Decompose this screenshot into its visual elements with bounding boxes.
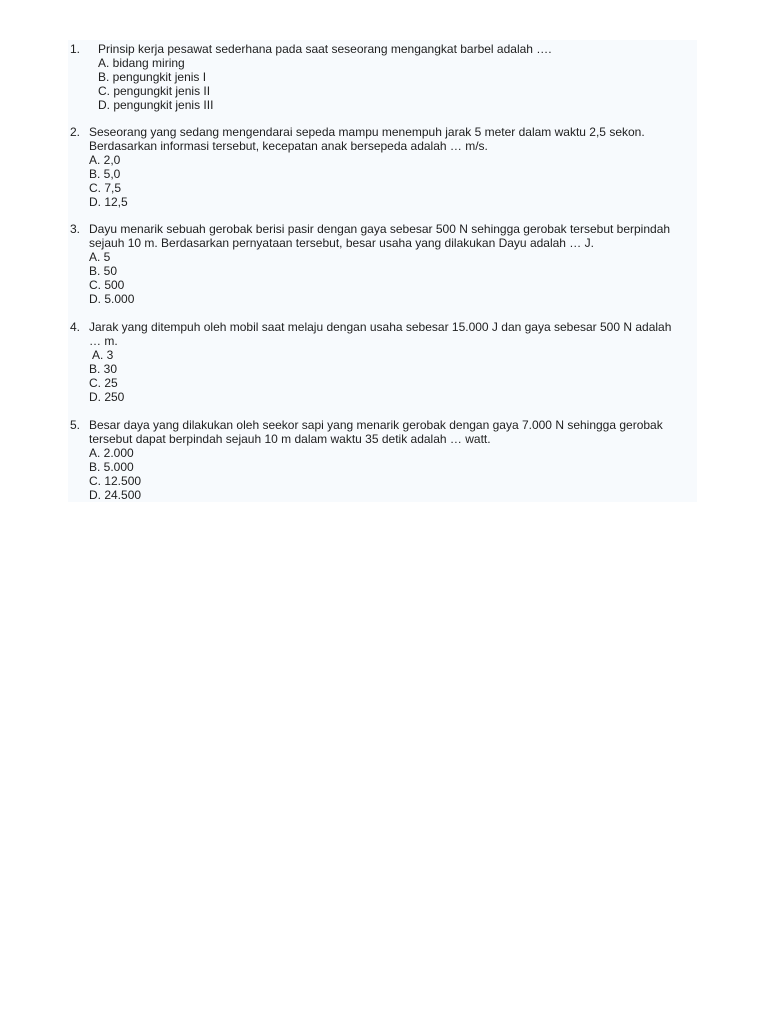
answer-option-d: D. 12,5	[89, 195, 128, 209]
answer-option-a: A. 3	[92, 348, 114, 362]
answer-option-b: B. 5.000	[89, 460, 134, 474]
question-number: 2.	[70, 125, 81, 139]
question-stem-line: Besar daya yang dilakukan oleh seekor sapi yang menarik gerobak dengan gaya 7.000 N sehingga gerobak	[89, 418, 663, 432]
question-sheet	[68, 40, 697, 502]
answer-option-b: B. 50	[89, 264, 118, 278]
answer-option-d: D. pengungkit jenis III	[98, 98, 214, 112]
answer-option-b: B. 30	[89, 362, 118, 376]
answer-option-c: C. 7,5	[89, 181, 122, 195]
answer-option-d: D. 24.500	[89, 488, 142, 502]
question-stem-line: Seseorang yang sedang mengendarai sepeda mampu menempuh jarak 5 meter dalam waktu 2,5 sekon.	[89, 125, 645, 139]
question-stem-line: tersebut dapat berpindah sejauh 10 m dalam waktu 35 detik adalah … watt.	[89, 432, 491, 446]
question-stem-line: … m.	[89, 334, 118, 348]
answer-option-b: B. pengungkit jenis I	[98, 70, 207, 84]
answer-option-d: D. 5.000	[89, 292, 135, 306]
answer-option-a: A. 2,0	[89, 153, 121, 167]
question-stem-line: Berdasarkan informasi tersebut, kecepatan anak bersepeda adalah … m/s.	[89, 139, 488, 153]
answer-option-a: A. 5	[89, 250, 111, 264]
question-stem-line: Dayu menarik sebuah gerobak berisi pasir dengan gaya sebesar 500 N sehingga gerobak tersebut berpindah	[89, 222, 671, 236]
answer-option-c: C. pengungkit jenis II	[98, 84, 211, 98]
answer-option-b: B. 5,0	[89, 167, 121, 181]
question-number: 1.	[70, 42, 81, 56]
question-stem-line: sejauh 10 m. Berdasarkan pernyataan tersebut, besar usaha yang dilakukan Dayu adalah … J.	[89, 236, 594, 250]
question-number: 5.	[70, 418, 81, 432]
answer-option-c: C. 500	[89, 278, 125, 292]
question-number: 3.	[70, 222, 81, 236]
question-stem-line: Prinsip kerja pesawat sederhana pada saat seseorang mengangkat barbel adalah ….	[98, 42, 552, 56]
answer-option-a: A. 2.000	[89, 446, 134, 460]
answer-option-c: C. 25	[89, 376, 118, 390]
answer-option-d: D. 250	[89, 390, 125, 404]
answer-option-c: C. 12.500	[89, 474, 142, 488]
question-stem-line: Jarak yang ditempuh oleh mobil saat melaju dengan usaha sebesar 15.000 J dan gaya sebesar 500 N adalah	[89, 320, 672, 334]
answer-option-a: A. bidang miring	[98, 56, 185, 70]
question-number: 4.	[70, 320, 81, 334]
